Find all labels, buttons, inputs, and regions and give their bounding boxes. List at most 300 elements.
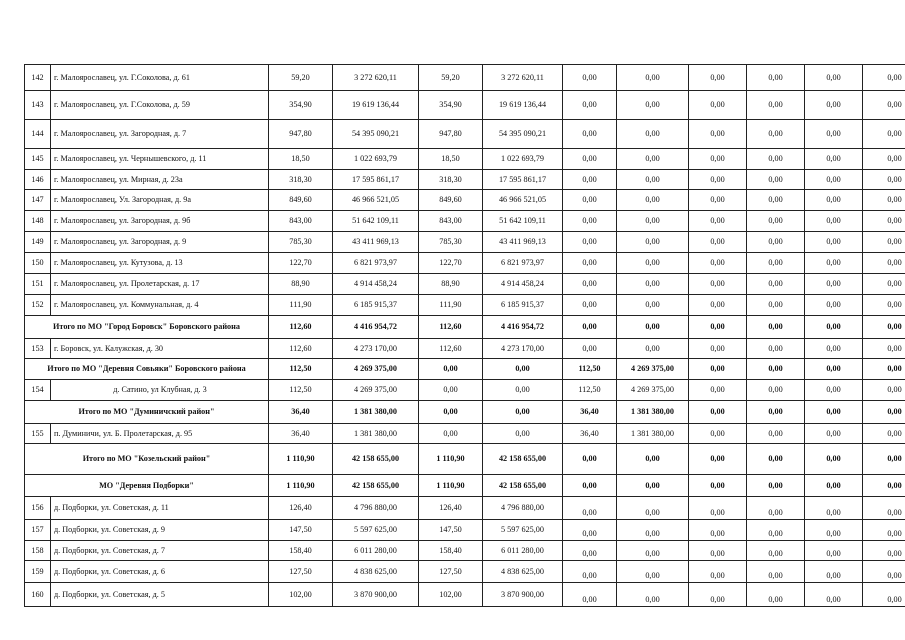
value-cell: 0,00 [563, 497, 617, 520]
value-cell: 0,00 [689, 475, 747, 497]
address-cell: г. Малоярославец, ул. Загородная, д. 7 [51, 120, 269, 149]
value-cell: 0,00 [805, 561, 863, 583]
value-cell: 1 022 693,79 [333, 149, 419, 170]
value-cell: 0,00 [563, 232, 617, 253]
value-cell: 843,00 [419, 211, 483, 232]
value-cell: 0,00 [563, 316, 617, 339]
value-cell: 0,00 [617, 444, 689, 475]
document-sheet [24, 64, 902, 607]
value-cell: 0,00 [617, 497, 689, 520]
row-number: 155 [25, 424, 51, 444]
value-cell: 0,00 [863, 274, 905, 295]
value-cell: 4 416 954,72 [483, 316, 563, 339]
value-cell: 0,00 [747, 232, 805, 253]
value-cell: 0,00 [805, 149, 863, 170]
value-cell: 126,40 [419, 497, 483, 520]
value-cell: 1 381 380,00 [333, 401, 419, 424]
value-cell: 843,00 [269, 211, 333, 232]
value-cell: 0,00 [747, 497, 805, 520]
value-cell: 0,00 [805, 401, 863, 424]
value-cell: 0,00 [863, 424, 905, 444]
value-cell: 127,50 [419, 561, 483, 583]
value-cell: 43 411 969,13 [483, 232, 563, 253]
address-cell: г. Малоярославец, ул. Загородная, д. 9б [51, 211, 269, 232]
value-cell: 0,00 [863, 359, 905, 380]
value-cell: 0,00 [863, 120, 905, 149]
value-cell: 0,00 [563, 339, 617, 359]
value-cell: 0,00 [805, 497, 863, 520]
value-cell: 18,50 [419, 149, 483, 170]
value-cell: 0,00 [805, 211, 863, 232]
value-cell: 947,80 [419, 120, 483, 149]
value-cell: 19 619 136,44 [333, 91, 419, 120]
value-cell: 0,00 [563, 541, 617, 561]
value-cell: 849,60 [419, 190, 483, 211]
value-cell: 0,00 [747, 475, 805, 497]
address-cell: г. Малоярославец, ул. Г.Соколова, д. 59 [51, 91, 269, 120]
value-cell: 4 914 458,24 [333, 274, 419, 295]
value-cell: 112,60 [419, 339, 483, 359]
row-number: 154 [25, 380, 51, 401]
subtotal-row [25, 475, 905, 497]
value-cell: 4 914 458,24 [483, 274, 563, 295]
value-cell: 0,00 [563, 91, 617, 120]
value-cell: 0,00 [689, 541, 747, 561]
value-cell: 54 395 090,21 [483, 120, 563, 149]
value-cell: 0,00 [863, 170, 905, 190]
table-row [25, 253, 905, 274]
value-cell: 0,00 [747, 520, 805, 541]
value-cell: 0,00 [747, 316, 805, 339]
value-cell: 0,00 [563, 475, 617, 497]
value-cell: 1 381 380,00 [617, 424, 689, 444]
value-cell: 0,00 [617, 520, 689, 541]
row-number: 153 [25, 339, 51, 359]
table-row [25, 149, 905, 170]
value-cell: 0,00 [419, 380, 483, 401]
row-number: 147 [25, 190, 51, 211]
value-cell: 0,00 [863, 91, 905, 120]
row-number: 144 [25, 120, 51, 149]
value-cell: 0,00 [617, 316, 689, 339]
value-cell: 0,00 [747, 190, 805, 211]
value-cell: 0,00 [863, 561, 905, 583]
value-cell: 0,00 [863, 316, 905, 339]
value-cell: 17 595 861,17 [333, 170, 419, 190]
value-cell: 0,00 [563, 295, 617, 316]
value-cell: 1 110,90 [419, 444, 483, 475]
value-cell: 0,00 [747, 401, 805, 424]
value-cell: 0,00 [863, 339, 905, 359]
value-cell: 4 273 170,00 [333, 339, 419, 359]
value-cell: 0,00 [747, 149, 805, 170]
value-cell: 0,00 [689, 520, 747, 541]
value-cell: 112,60 [419, 316, 483, 339]
value-cell: 0,00 [863, 541, 905, 561]
value-cell: 0,00 [805, 120, 863, 149]
value-cell: 0,00 [747, 211, 805, 232]
value-cell: 0,00 [747, 295, 805, 316]
value-cell: 147,50 [269, 520, 333, 541]
table-row [25, 520, 905, 541]
value-cell: 0,00 [617, 120, 689, 149]
value-cell: 0,00 [563, 120, 617, 149]
value-cell: 36,40 [269, 401, 333, 424]
value-cell: 3 870 900,00 [483, 583, 563, 607]
value-cell: 0,00 [617, 541, 689, 561]
address-cell: д. Подборки, ул. Советская, д. 9 [51, 520, 269, 541]
value-cell: 42 158 655,00 [483, 475, 563, 497]
value-cell: 0,00 [805, 65, 863, 91]
row-number: 146 [25, 170, 51, 190]
subtotal-row [25, 401, 905, 424]
value-cell: 0,00 [747, 65, 805, 91]
subtotal-row [25, 359, 905, 380]
value-cell: 0,00 [689, 561, 747, 583]
row-number: 145 [25, 149, 51, 170]
value-cell: 0,00 [689, 339, 747, 359]
value-cell: 0,00 [805, 295, 863, 316]
value-cell: 947,80 [269, 120, 333, 149]
table-row [25, 232, 905, 253]
value-cell: 785,30 [269, 232, 333, 253]
value-cell: 0,00 [863, 583, 905, 607]
value-cell: 0,00 [617, 253, 689, 274]
value-cell: 0,00 [689, 91, 747, 120]
value-cell: 0,00 [863, 232, 905, 253]
table-row [25, 274, 905, 295]
value-cell: 0,00 [805, 253, 863, 274]
value-cell: 6 011 280,00 [483, 541, 563, 561]
value-cell: 158,40 [269, 541, 333, 561]
value-cell: 6 821 973,97 [333, 253, 419, 274]
table-row [25, 190, 905, 211]
value-cell: 147,50 [419, 520, 483, 541]
value-cell: 0,00 [747, 170, 805, 190]
row-number: 148 [25, 211, 51, 232]
value-cell: 0,00 [689, 120, 747, 149]
value-cell: 0,00 [747, 444, 805, 475]
value-cell: 112,50 [269, 380, 333, 401]
value-cell: 0,00 [747, 561, 805, 583]
value-cell: 4 796 880,00 [333, 497, 419, 520]
value-cell: 0,00 [805, 190, 863, 211]
value-cell: 51 642 109,11 [333, 211, 419, 232]
value-cell: 0,00 [805, 232, 863, 253]
value-cell: 0,00 [563, 520, 617, 541]
value-cell: 0,00 [563, 170, 617, 190]
subtotal-title: Итого по МО "Город Боровск" Боровского района [25, 316, 269, 339]
value-cell: 0,00 [805, 475, 863, 497]
subtotal-row [25, 316, 905, 339]
value-cell: 0,00 [617, 583, 689, 607]
value-cell: 122,70 [269, 253, 333, 274]
value-cell: 0,00 [617, 232, 689, 253]
value-cell: 0,00 [863, 65, 905, 91]
value-cell: 0,00 [805, 541, 863, 561]
subtotal-title: Итого по МО "Козельский район" [25, 444, 269, 475]
value-cell: 36,40 [563, 401, 617, 424]
value-cell: 0,00 [419, 401, 483, 424]
value-cell: 0,00 [805, 520, 863, 541]
value-cell: 0,00 [689, 497, 747, 520]
table-row [25, 211, 905, 232]
value-cell: 4 838 625,00 [333, 561, 419, 583]
value-cell: 0,00 [617, 170, 689, 190]
value-cell: 112,60 [269, 339, 333, 359]
table-row [25, 380, 905, 401]
value-cell: 0,00 [617, 475, 689, 497]
address-cell: г. Боровск, ул. Калужская, д. 30 [51, 339, 269, 359]
value-cell: 849,60 [269, 190, 333, 211]
value-cell: 5 597 625,00 [483, 520, 563, 541]
value-cell: 0,00 [563, 583, 617, 607]
subtotal-title: Итого по МО "Деревня Совьяки" Боровского района [25, 359, 269, 380]
value-cell: 0,00 [747, 91, 805, 120]
value-cell: 0,00 [419, 424, 483, 444]
value-cell: 1 110,90 [269, 444, 333, 475]
table-row [25, 541, 905, 561]
value-cell: 0,00 [617, 91, 689, 120]
value-cell: 122,70 [419, 253, 483, 274]
row-number: 152 [25, 295, 51, 316]
value-cell: 0,00 [747, 274, 805, 295]
value-cell: 112,50 [563, 359, 617, 380]
value-cell: 0,00 [863, 401, 905, 424]
value-cell: 0,00 [563, 190, 617, 211]
value-cell: 59,20 [419, 65, 483, 91]
value-cell: 18,50 [269, 149, 333, 170]
value-cell: 1 381 380,00 [333, 424, 419, 444]
value-cell: 0,00 [617, 561, 689, 583]
value-cell: 42 158 655,00 [483, 444, 563, 475]
value-cell: 6 185 915,37 [333, 295, 419, 316]
value-cell: 0,00 [863, 295, 905, 316]
row-number: 157 [25, 520, 51, 541]
value-cell: 0,00 [617, 295, 689, 316]
value-cell: 1 110,90 [269, 475, 333, 497]
value-cell: 4 838 625,00 [483, 561, 563, 583]
value-cell: 4 269 375,00 [617, 380, 689, 401]
value-cell: 6 011 280,00 [333, 541, 419, 561]
table-row [25, 424, 905, 444]
address-cell: г. Малоярославец, ул. Пролетарская, д. 17 [51, 274, 269, 295]
table-row [25, 561, 905, 583]
value-cell: 127,50 [269, 561, 333, 583]
value-cell: 354,90 [269, 91, 333, 120]
address-cell: д. Сатино, ул Клубная, д. 3 [51, 380, 269, 401]
value-cell: 354,90 [419, 91, 483, 120]
table-row [25, 583, 905, 607]
value-cell: 0,00 [805, 91, 863, 120]
value-cell: 0,00 [689, 295, 747, 316]
value-cell: 3 272 620,11 [483, 65, 563, 91]
address-cell: д. Подборки, ул. Советская, д. 6 [51, 561, 269, 583]
row-number: 156 [25, 497, 51, 520]
value-cell: 0,00 [689, 170, 747, 190]
value-cell: 318,30 [269, 170, 333, 190]
value-cell: 126,40 [269, 497, 333, 520]
value-cell: 111,90 [419, 295, 483, 316]
value-cell: 0,00 [747, 583, 805, 607]
address-cell: п. Думиничи, ул. Б. Пролетарская, д. 95 [51, 424, 269, 444]
row-number: 159 [25, 561, 51, 583]
value-cell: 0,00 [863, 253, 905, 274]
value-cell: 0,00 [689, 401, 747, 424]
value-cell: 0,00 [689, 583, 747, 607]
value-cell: 102,00 [419, 583, 483, 607]
value-cell: 0,00 [805, 339, 863, 359]
value-cell: 46 966 521,05 [333, 190, 419, 211]
table-row [25, 497, 905, 520]
value-cell: 0,00 [563, 149, 617, 170]
value-cell: 102,00 [269, 583, 333, 607]
value-cell: 0,00 [863, 444, 905, 475]
value-cell: 318,30 [419, 170, 483, 190]
value-cell: 0,00 [689, 65, 747, 91]
value-cell: 6 821 973,97 [483, 253, 563, 274]
value-cell: 0,00 [805, 583, 863, 607]
value-cell: 0,00 [863, 380, 905, 401]
row-number: 158 [25, 541, 51, 561]
value-cell: 43 411 969,13 [333, 232, 419, 253]
row-number: 142 [25, 65, 51, 91]
value-cell: 17 595 861,17 [483, 170, 563, 190]
address-cell: д. Подборки, ул. Советская, д. 5 [51, 583, 269, 607]
value-cell: 0,00 [747, 120, 805, 149]
value-cell: 3 870 900,00 [333, 583, 419, 607]
value-cell: 0,00 [563, 274, 617, 295]
value-cell: 785,30 [419, 232, 483, 253]
value-cell: 0,00 [483, 424, 563, 444]
value-cell: 0,00 [747, 424, 805, 444]
value-cell: 42 158 655,00 [333, 475, 419, 497]
value-cell: 0,00 [747, 339, 805, 359]
value-cell: 0,00 [863, 211, 905, 232]
value-cell: 0,00 [863, 190, 905, 211]
value-cell: 0,00 [563, 444, 617, 475]
value-cell: 0,00 [483, 359, 563, 380]
value-cell: 88,90 [419, 274, 483, 295]
value-cell: 0,00 [747, 359, 805, 380]
row-number: 143 [25, 91, 51, 120]
value-cell: 5 597 625,00 [333, 520, 419, 541]
address-cell: г. Малоярославец, ул. Чернышевского, д. 11 [51, 149, 269, 170]
value-cell: 0,00 [563, 253, 617, 274]
value-cell: 0,00 [863, 475, 905, 497]
row-number: 149 [25, 232, 51, 253]
value-cell: 19 619 136,44 [483, 91, 563, 120]
value-cell: 36,40 [269, 424, 333, 444]
value-cell: 0,00 [483, 401, 563, 424]
value-cell: 0,00 [805, 424, 863, 444]
subtotal-title: Итого по МО "Думиничский район" [25, 401, 269, 424]
value-cell: 0,00 [747, 253, 805, 274]
value-cell: 0,00 [805, 359, 863, 380]
table-row [25, 120, 905, 149]
value-cell: 0,00 [617, 339, 689, 359]
address-cell: г. Малоярославец, Ул. Загородная, д. 9а [51, 190, 269, 211]
table-row [25, 91, 905, 120]
address-cell: г. Малоярославец, ул. Г.Соколова, д. 61 [51, 65, 269, 91]
value-cell: 111,90 [269, 295, 333, 316]
value-cell: 54 395 090,21 [333, 120, 419, 149]
value-cell: 51 642 109,11 [483, 211, 563, 232]
value-cell: 0,00 [617, 190, 689, 211]
value-cell: 0,00 [617, 274, 689, 295]
value-cell: 112,60 [269, 316, 333, 339]
value-cell: 0,00 [689, 359, 747, 380]
value-cell: 59,20 [269, 65, 333, 91]
value-cell: 0,00 [563, 65, 617, 91]
value-cell: 0,00 [805, 170, 863, 190]
value-cell: 0,00 [805, 316, 863, 339]
value-cell: 0,00 [805, 444, 863, 475]
value-cell: 0,00 [689, 232, 747, 253]
value-cell: 0,00 [689, 444, 747, 475]
value-cell: 158,40 [419, 541, 483, 561]
value-cell: 0,00 [689, 274, 747, 295]
table-row [25, 339, 905, 359]
row-number: 150 [25, 253, 51, 274]
value-cell: 46 966 521,05 [483, 190, 563, 211]
value-cell: 0,00 [863, 497, 905, 520]
value-cell: 0,00 [863, 149, 905, 170]
value-cell: 0,00 [747, 380, 805, 401]
address-cell: г. Малоярославец, ул. Загородная, д. 9 [51, 232, 269, 253]
value-cell: 4 269 375,00 [333, 359, 419, 380]
address-cell: д. Подборки, ул. Советская, д. 11 [51, 497, 269, 520]
address-cell: г. Малоярославец, ул. Мирная, д. 23а [51, 170, 269, 190]
value-cell: 0,00 [617, 149, 689, 170]
table-row [25, 295, 905, 316]
value-cell: 0,00 [419, 359, 483, 380]
value-cell: 1 381 380,00 [617, 401, 689, 424]
value-cell: 0,00 [617, 65, 689, 91]
address-cell: г. Малоярославец, ул. Кутузова, д. 13 [51, 253, 269, 274]
value-cell: 4 416 954,72 [333, 316, 419, 339]
value-cell: 0,00 [689, 380, 747, 401]
value-cell: 0,00 [689, 211, 747, 232]
value-cell: 4 269 375,00 [333, 380, 419, 401]
value-cell: 6 185 915,37 [483, 295, 563, 316]
value-cell: 0,00 [863, 520, 905, 541]
table-row [25, 65, 905, 91]
value-cell: 42 158 655,00 [333, 444, 419, 475]
value-cell: 0,00 [483, 380, 563, 401]
address-cell: г. Малоярославец, ул. Коммунальная, д. 4 [51, 295, 269, 316]
address-cell: д. Подборки, ул. Советская, д. 7 [51, 541, 269, 561]
value-cell: 0,00 [689, 190, 747, 211]
value-cell: 0,00 [689, 149, 747, 170]
value-cell: 1 110,90 [419, 475, 483, 497]
value-cell: 0,00 [805, 274, 863, 295]
value-cell: 0,00 [689, 253, 747, 274]
value-cell: 3 272 620,11 [333, 65, 419, 91]
value-cell: 0,00 [563, 561, 617, 583]
value-cell: 88,90 [269, 274, 333, 295]
value-cell: 0,00 [689, 316, 747, 339]
value-cell: 0,00 [805, 380, 863, 401]
subtotal-row [25, 444, 905, 475]
value-cell: 112,50 [269, 359, 333, 380]
housing-table [24, 64, 905, 607]
value-cell: 1 022 693,79 [483, 149, 563, 170]
table-row [25, 170, 905, 190]
row-number: 151 [25, 274, 51, 295]
value-cell: 4 273 170,00 [483, 339, 563, 359]
value-cell: 0,00 [747, 541, 805, 561]
